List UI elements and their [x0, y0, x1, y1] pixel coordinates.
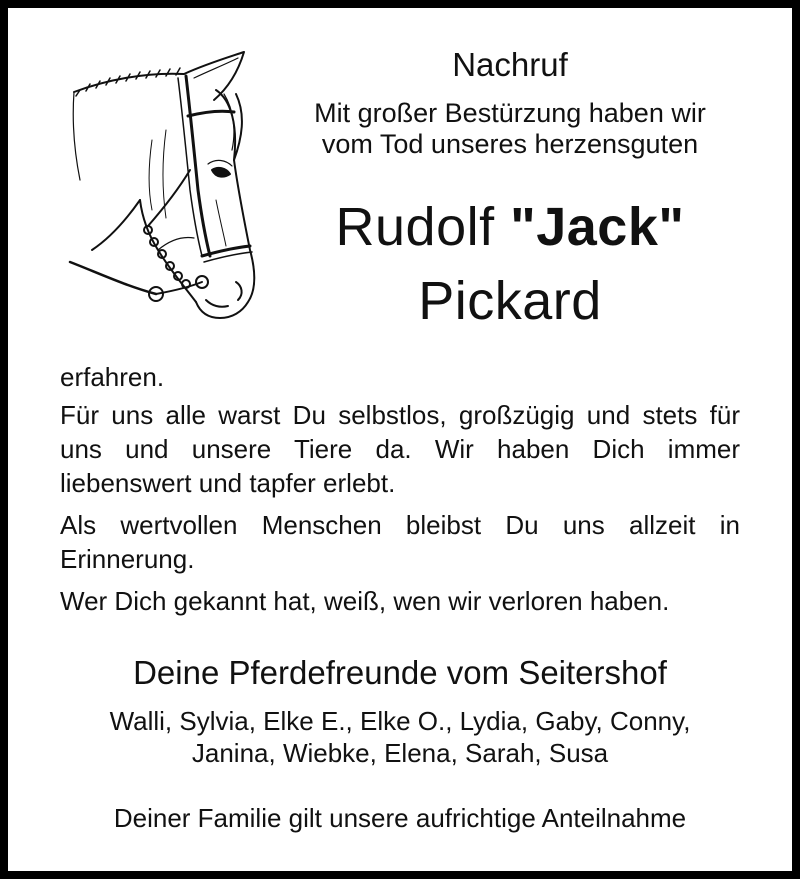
body-paragraph: Wer Dich gekannt hat, weiß, wen wir verloren haben. — [60, 586, 670, 616]
body-paragraph: erfahren. — [60, 362, 165, 392]
deceased-first-name: Rudolf — [335, 197, 495, 257]
signature-group: Deine Pferdefreunde vom Seitershof — [133, 654, 667, 691]
body-paragraph: Als wertvollen Menschen bleibst Du uns allzeit in Erinnerung. — [60, 510, 740, 574]
intro-line: Mit großer Bestürzung haben wir — [314, 98, 706, 128]
deceased-nickname: "Jack" — [510, 197, 685, 257]
deceased-last-name: Pickard — [418, 271, 602, 331]
signatory-names: Walli, Sylvia, Elke E., Elke O., Lydia, Gaby, Conny, — [109, 706, 691, 736]
body-paragraph: Für uns alle warst Du selbstlos, großzügig und stets für uns und unsere Tiere da. Wir haben Dich immer liebenswert und tapfer erlebt. — [60, 400, 740, 498]
signatory-names: Janina, Wiebke, Elena, Sarah, Susa — [191, 738, 609, 768]
obituary-heading: Nachruf — [452, 46, 568, 83]
intro-line: vom Tod unseres herzensguten — [321, 129, 699, 159]
closing-condolence: Deiner Familie gilt unsere aufrichtige Anteilnahme — [113, 803, 687, 833]
horse-head-illustration — [66, 50, 262, 325]
deceased-name — [290, 196, 730, 258]
